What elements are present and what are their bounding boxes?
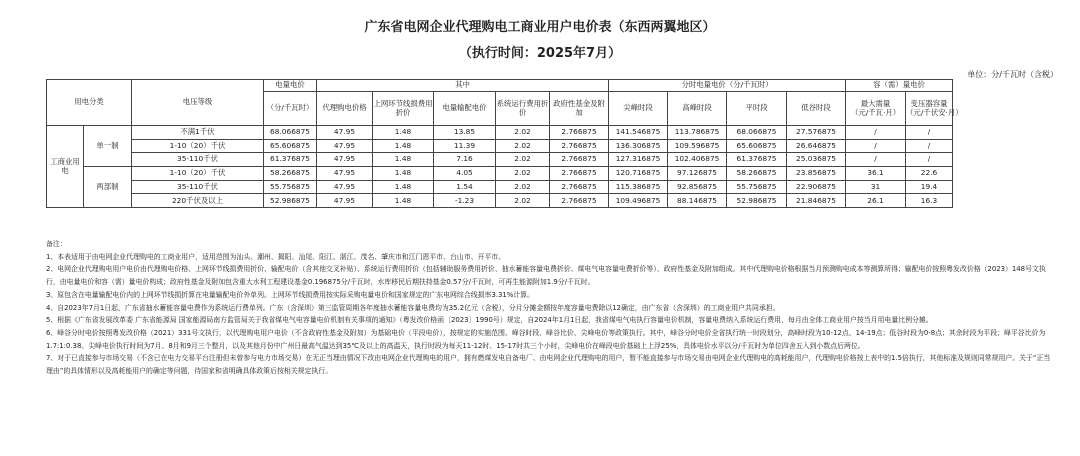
category-single: 单一制 [84,126,132,167]
cell-peak: 97.126875 [668,167,727,181]
cell-valley: 23.856875 [787,167,846,181]
cell-flat: 61.376875 [727,153,787,167]
cell-demand: / [846,126,906,140]
transformer-unit: （元/千伏安·月） [906,107,963,117]
cell-peak: 88.146875 [668,194,727,208]
header-loss-discount: 上网环节线损费用折价 [373,92,434,126]
table-row [47,167,1053,181]
header-price-group: 电量电价 [264,80,317,92]
cell-trans: 13.85 [434,126,496,140]
cell-loss: 1.48 [373,139,434,153]
header-valley: 低谷时段 [787,92,846,126]
header-category: 用电分类 [47,80,132,126]
table-row [47,180,1053,194]
header-system-cost: 系统运行费用折价 [496,92,550,126]
cell-demand: 36.1 [846,167,906,181]
header-flat: 平时段 [727,92,787,126]
cell-fund: 2.766875 [550,126,609,140]
cell-agent: 47.95 [317,126,373,140]
cell-fund: 2.766875 [550,167,609,181]
max-demand-label: 最大需量 [860,98,891,108]
cell-sys: 2.02 [496,126,550,140]
cell-voltage: 1-10（20）千伏 [132,139,264,153]
cell-voltage: 35-110千伏 [132,180,264,194]
cell-valley: 21.846875 [787,194,846,208]
note-item: 2、电网企业代理购电用户电价由代理购电价格、上网环节线损费用折价、输配电价（含其他交叉补贴）、系统运行费用折价（包括辅助服务费用折价、抽水蓄能容量电费折价、煤电气电容量电费折价等）、政府性基金及附加组成。其中代理购电价格根据当月预测购电成本等测算所得；输配电价按照粤发改价格（2023）148号文执行，由电量电价和容（需）量电价构成；政府性基金及附加包含重大水利工程建设基金0.196875分/千瓦时，水库移民后期扶持基金0.57分/千瓦时，可再生能源附加1.9分/千瓦时。 [46,265,1046,287]
header-tou-group: 分时电量电价（分/千瓦时） [609,80,846,92]
cell-price: 68.066875 [264,126,317,140]
cell-price: 61.376875 [264,153,317,167]
header-transmission: 电量输配电价 [434,92,496,126]
cell-price: 55.756875 [264,180,317,194]
cell-demand: / [846,139,906,153]
note-item: 6、峰谷分时电价按照粤发改价格（2021）331号文执行，以代理购电用户电价（不含政府性基金及附加）为基础电价（平段电价），按规定的实施范围、峰谷时段、峰谷比价、尖峰电价等政策执行。其中，峰谷分时电价全省执行统一时段划分，高峰时段为10-12点、14-19点；低谷时段为0-8点；其余时段为平段；峰平谷比价为1.7:1:0.38。尖峰电价执行时间为7月、8月和9月三个整月，以及其他月份中广州日最高气温达到35℃及以上的高温天，执行时段为每天11-12时、15-17时共三个小时，尖峰电价在峰段电价基础上上浮25%，具体电价水平以分/千瓦时为单位四舍五入到小数点后两位。 [46,328,1046,350]
cell-trans: -1.23 [434,194,496,208]
table-row [47,194,1053,208]
header-price-unit: （分/千瓦时） [264,92,317,126]
header-voltage: 电压等级 [132,80,264,126]
cell-sharp: 120.716875 [609,167,668,181]
transformer-label: 变压器容量 [910,98,948,108]
table-row [47,139,1053,153]
note-item: 3、原包含在电量输配电价内的上网环节线损折算在电量输配电价外单列。上网环节线损费用按实际采购电量电价和国家规定的广东电网综合线损率3.31%计算。 [46,290,534,299]
cell-fund: 2.766875 [550,194,609,208]
cell-sharp: 109.496875 [609,194,668,208]
cell-voltage: 35-110千伏 [132,153,264,167]
cell-agent: 47.95 [317,139,373,153]
cell-agent: 47.95 [317,153,373,167]
cell-fund: 2.766875 [550,180,609,194]
header-peak: 高峰时段 [668,92,727,126]
cell-transformer: 16.3 [906,194,953,208]
max-demand-unit: （元/千瓦·月） [850,107,901,117]
unit-label: 单位：分/千瓦时（含税） [967,70,1058,79]
cell-fund: 2.766875 [550,153,609,167]
header-capacity-group: 容（需）量电价 [846,80,953,92]
cell-valley: 27.576875 [787,126,846,140]
category-main: 工商业用电 [47,126,84,208]
cell-peak: 102.406875 [668,153,727,167]
cell-flat: 65.606875 [727,139,787,153]
cell-valley: 26.646875 [787,139,846,153]
table-row [47,126,1053,140]
header-agent-price: 代理购电价格 [317,92,373,126]
cell-valley: 25.036875 [787,153,846,167]
cell-sys: 2.02 [496,194,550,208]
cell-trans: 11.39 [434,139,496,153]
price-table [46,79,1053,208]
cell-transformer: / [906,153,953,167]
cell-sharp: 136.306875 [609,139,668,153]
cell-demand: 26.1 [846,194,906,208]
cell-peak: 92.856875 [668,180,727,194]
cell-sharp: 141.546875 [609,126,668,140]
cell-price: 65.606875 [264,139,317,153]
cell-transformer: 22.6 [906,167,953,181]
header-gov-fund: 政府性基金及附加 [550,92,609,126]
page-subtitle: （执行时间：2025年7月） [458,46,622,61]
cell-loss: 1.48 [373,167,434,181]
notes-heading: 备注： [46,240,67,248]
cell-trans: 4.05 [434,167,496,181]
cell-voltage: 220千伏及以上 [132,194,264,208]
cell-transformer: 19.4 [906,180,953,194]
cell-agent: 47.95 [317,194,373,208]
cell-price: 52.986875 [264,194,317,208]
cell-peak: 113.786875 [668,126,727,140]
cell-trans: 1.54 [434,180,496,194]
cell-loss: 1.48 [373,153,434,167]
cell-peak: 109.596875 [668,139,727,153]
note-item: 5、根据《广东省发展改革委 广东省能源局 国家能源局南方监管局关于我省煤电气电容量电价机制有关事项的通知》（粤发改价格函〔2023〕1990号）规定，自2024年1月1日起，我省煤电气电执行容量电价机制，容量电费纳入系统运行费用，每月由全体工商业用户按当月用电量比例分摊。 [46,316,933,325]
header-among: 其中 [317,80,609,92]
cell-agent: 47.95 [317,167,373,181]
cell-voltage: 1-10（20）千伏 [132,167,264,181]
cell-loss: 1.48 [373,194,434,208]
cell-loss: 1.48 [373,180,434,194]
notes-section [46,238,1052,378]
table-row [47,153,1053,167]
cell-transformer: / [906,126,953,140]
cell-flat: 52.986875 [727,194,787,208]
category-dual: 两部制 [84,167,132,208]
header-sharp: 尖峰时段 [609,92,668,126]
cell-transformer: / [906,139,953,153]
cell-sys: 2.02 [496,139,550,153]
cell-sys: 2.02 [496,167,550,181]
note-item: 4、自2023年7月1日起，广东省抽水蓄能容量电费作为系统运行费单列。广东（含深圳）第三监管周期各年度抽水蓄能容量电费均为35.2亿元（含税），分月分摊金额按年度容量电费除以12确定，由广东省（含深圳）的工商业用户共同承担。 [46,303,780,312]
cell-demand: 31 [846,180,906,194]
cell-sharp: 115.386875 [609,180,668,194]
note-item: 1、本表适用于由电网企业代理购电的工商业用户，适用范围为汕头、潮州、揭阳、汕尾、阳江、湛江、茂名、肇庆市和江门恩平市、台山市、开平市。 [46,252,506,261]
cell-agent: 47.95 [317,180,373,194]
cell-voltage: 不满1千伏 [132,126,264,140]
note-item: 7、对于已直接参与市场交易（不含已在电力交易平台注册但未曾参与电力市场交易）在无正当理由情况下改由电网企业代理购电的用户，拥有燃煤发电自备电厂、由电网企业代理购电的用户，暂不能直接参与市场交易由电网企业代理购电的高耗能用户，代理购电价格按上表中的1.5倍执行，其他标准及规则同常规用户。关于“正当理由”的具体情形以及高耗能用户的确定等问题，待国家和省明确具体政策后按相关规定执行。 [46,354,1051,376]
cell-sharp: 127.316875 [609,153,668,167]
cell-valley: 22.906875 [787,180,846,194]
cell-flat: 58.266875 [727,167,787,181]
header-max-demand [846,92,906,126]
cell-flat: 55.756875 [727,180,787,194]
cell-demand: / [846,153,906,167]
cell-loss: 1.48 [373,126,434,140]
cell-sys: 2.02 [496,153,550,167]
cell-sys: 2.02 [496,180,550,194]
cell-price: 58.266875 [264,167,317,181]
cell-flat: 68.066875 [727,126,787,140]
cell-fund: 2.766875 [550,139,609,153]
cell-trans: 7.16 [434,153,496,167]
page-title: 广东省电网企业代理购电工商业用户电价表（东西两翼地区） [364,20,716,35]
header-transformer [906,92,963,126]
